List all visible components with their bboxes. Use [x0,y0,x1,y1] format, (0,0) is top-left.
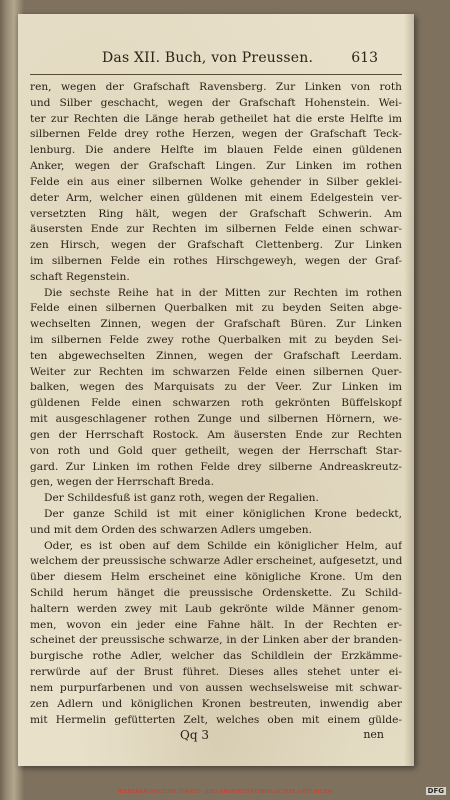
running-head: Das XII. Buch, von Preussen. [102,50,314,66]
text-line: men, wovon ein jeder eine Fahne hält. In der Rechten er- [30,618,402,631]
text-line: ren, wegen der Grafschaft Ravensberg. Zur Linken von roth [30,81,402,93]
text-line: im silbernen Felde ein rothes Hirschgeweyh, wegen der Graf- [30,254,402,267]
page-body-text [30,80,402,728]
text-line: äusersten Ende zur Rechten im silbernen Felde einen schwar- [30,223,402,236]
text-line: von roth und Gold quer getheilt, wegen der Herrschaft Star- [30,444,402,457]
text-line: Oder, es ist oben auf dem Schilde ein königlicher Helm, auf [44,539,402,552]
text-line: gard. Zur Linken im rothen Felde drey silberne Andreaskreutz- [30,460,402,473]
text-line: Weiter zur Rechten im schwarzen Felde einen silbernen Quer- [30,365,402,378]
text-line: Der Schildesfuß ist ganz roth, wegen der Regalien. [44,492,319,505]
page-header [30,48,402,75]
text-line: über diesem Helm erscheinet eine königliche Krone. Um den [30,571,402,584]
text-line: deter Arm, welcher einen güldenen mit einem Edelgestein ver- [30,191,402,204]
text-line: Felde einen silbernen Querbalken mit zu beyden Seiten abge- [30,302,402,315]
text-line: scheinet der preussische schwarze, in der Linken aber der branden- [30,634,402,647]
text-line: schaft Regenstein. [30,270,130,283]
text-line: ten abgewechselten Zinnen, wegen der Grafschaft Leerdam. [30,349,402,362]
page-number: 613 [351,50,378,66]
text-line: güldenen Felde einen schwarzen roth gekrönten Büffelskopf [30,397,402,410]
text-line: Der ganze Schild ist mit einer königlichen Krone bedeckt, [44,507,402,520]
text-line: und Silber geschacht, wegen der Grafschaft Hohenstein. Wei- [30,96,402,109]
text-line: silbernen Felde drey rothe Herzen, wegen der Grafschaft Teck- [30,128,402,141]
text-line: lenburg. Die andere Helfte im blauen Felde einen güldenen [30,144,402,157]
library-stamp: NIEDERSÄCHSISCHE STAATS- UND UNIVERSITÄTSBIBLIOTHEK GÖTTINGEN [117,789,333,795]
text-line: im silbernen Felde zwey rothe Querbalken mit zu beyden Sei- [30,334,402,346]
text-line: haltern werden zwey mit Laub gekrönte wilde Männer genom- [30,602,402,615]
text-line: Anker, wegen der Grafschaft Lingen. Zur Linken im rothen [30,160,402,173]
text-line: welchem der preussische schwarze Adler erscheinet, aufgesetzt, und [30,555,402,568]
text-line: gen, wegen der Herrschaft Breda. [30,476,214,489]
text-line: rerwürde auf der Brust führet. Dieses alles stehet unter ei- [30,666,402,679]
page-footer [30,728,402,746]
text-line: mit ausgeschlagener rothen Zunge und silbernen Hörnern, we- [30,413,402,426]
text-line: balken, wegen des Marquisats zu der Veer. Zur Linken im [30,381,402,394]
text-line: Die sechste Reihe hat in der Mitten zur Rechten im rothen [44,286,402,299]
text-line: nem purpurfarbenen und von aussen wechselsweise mit schwar- [30,681,402,694]
text-line: Schild herum hänget die preussische Ordenskette. Zu Schild- [30,587,402,599]
catchword: nen [363,728,384,742]
book-page [18,14,414,766]
text-line: versetzten Ring hält, wegen der Grafschaft Schwerin. Am [30,207,402,220]
text-line: zen Hirsch, wegen der Grafschaft Clettenberg. Zur Linken [30,239,402,252]
text-line: ter zur Rechten die Länge herab getheilet hat die erste Helfte im [30,112,402,125]
signature-mark: Qq 3 [180,728,209,743]
dfg-logo: DFG [427,787,444,795]
text-line: burgische rothe Adler, welcher das Schildlein der Erzkämme- [30,650,402,663]
text-line: mit Hermelin gefütterten Zelt, welches oben mit einem gülde- [30,713,402,726]
text-line: zen Adlern und königlichen Kronen bestreuten, inwendig aber [30,697,402,710]
text-line: Felde ein aus einer silbernen Wolke gehender in Silber geklei- [30,175,402,188]
text-line: und mit dem Orden des schwarzen Adlers umgeben. [30,523,312,536]
text-line: gen der Herrschaft Rostock. Am äusersten Ende zur Rechten [30,428,402,441]
text-line: wechselten Zinnen, wegen der Grafschaft Büren. Zur Linken [30,318,402,331]
